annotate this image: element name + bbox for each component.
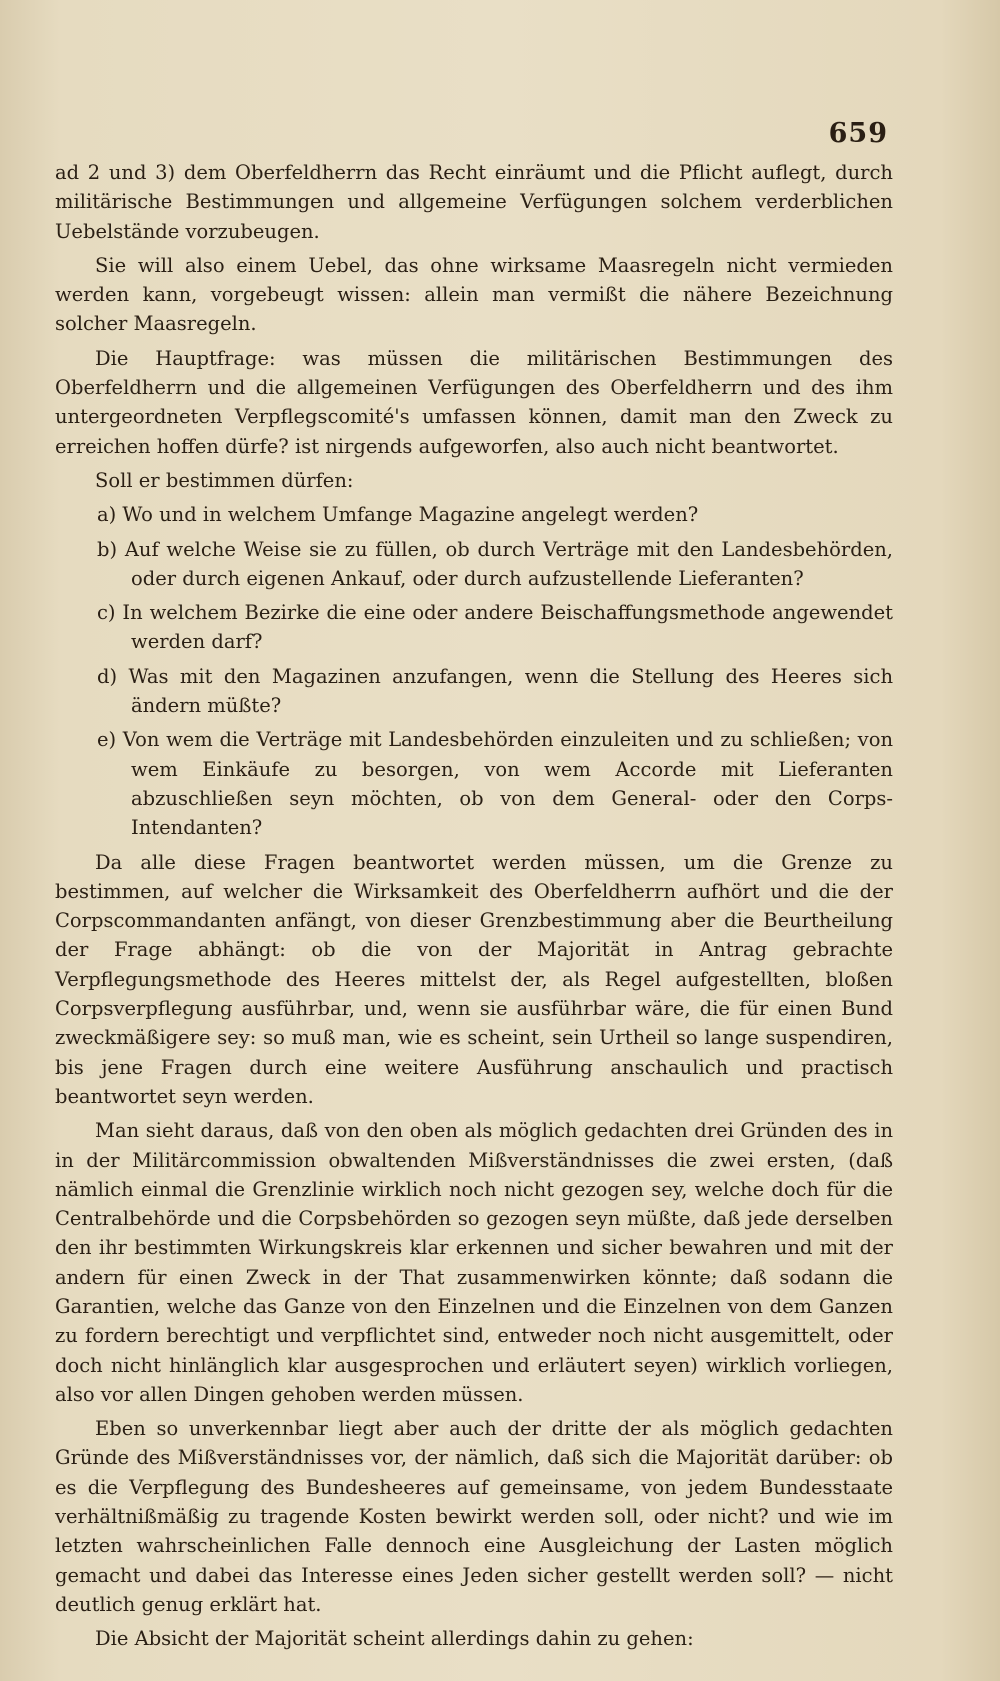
paragraph: Soll er bestimmen dürfen: [95,468,354,492]
list-item: b) Auf welche Weise sie zu füllen, ob durch Verträge mit den Landesbehörden, oder durch eigenen Ankauf, oder durch aufzustellende Lieferanten? [97,537,893,590]
list-item: d) Was mit den Magazinen anzufangen, wenn die Stellung des Heeres sich ändern müßte? [97,664,893,718]
paragraph: ad 2 und 3) dem Oberfeldherrn das Recht einräumt und die Pflicht auflegt, durch militärische Bestimmungen und allgemeine Verfügungen solchem verderblichen Uebelstände vorzubeugen. [55,161,893,243]
paragraph: Sie will also einem Uebel, das ohne wirksame Maasregeln nicht vermieden werden kann, vorgebeugt wissen: allein man vermißt die nähere Bezeichnung solcher Maasregeln. [55,253,893,336]
list-item: a) Wo und in welchem Umfange Magazine angelegt werden? [97,503,699,527]
paragraph: Eben so unverkennbar liegt aber auch der dritte der als möglich gedachten Gründe des Mißverständnisses vor, der nämlich, daß sich die Majorität darüber: ob es die Verpflegung des Bundesheeres auf gemeinsame, von jedem Bundesstaate verhältnißmäßig zu tragende Kosten bewirkt werden soll, oder nicht? und wie im letzten wahrscheinlichen Falle dennoch eine Ausgleichung der Lasten möglich gemacht und dabei das Interesse eines Jeden sicher gestellt werden soll? — nicht deutlich genug erklärt hat. [55,1417,893,1616]
paragraph: Da alle diese Fragen beantwortet werden müssen, um die Grenze zu bestimmen, auf welcher die Wirksamkeit des Oberfeldherrn aufhört und die der Corpscommandanten anfängt, von dieser Grenzbestimmung aber die Beurtheilung der Frage abhängt: ob die von der Majorität in Antrag gebrachte Verpflegungsmethode des Heeres mittelst der, als Regel aufgestellten, bloßen Corpsverpflegung ausführbar, und, wenn sie ausführbar wäre, die für einen Bund zweckmäßigere sey: so muß man, wie es scheint, sein Urtheil so lange suspendiren, bis jene Fragen durch eine weitere Ausführung anschaulich und practisch beantwortet seyn werden. [55,850,893,1108]
paragraph: Die Hauptfrage: was müssen die militärischen Bestimmungen des Oberfeldherrn und die allgemeinen Verfügungen des Oberfeldherrn und des ihm untergeordneten Verpflegscomité's umfassen können, damit man den Zweck zu erreichen hoffen dürfe? ist nirgends aufgeworfen, also auch nicht beantwortet. [55,346,893,458]
list-item: e) Von wem die Verträge mit Landesbehörden einzuleiten und zu schließen; von wem Einkäufe zu besorgen, von wem Accorde mit Lieferanten abzuschließen seyn möchten, ob von dem General- oder den Corps-Intendanten? [97,728,893,840]
paragraph: Die Absicht der Majorität scheint allerdings dahin zu gehen: [95,1627,694,1651]
list-item: c) In welchem Bezirke die eine oder andere Beischaffungsmethode angewendet werden darf? [97,601,893,654]
paragraph: Man sieht daraus, daß von den oben als möglich gedachten drei Gründen des in in der Militärcommission obwaltenden Mißverständnisses die zwei ersten, (daß nämlich einmal die Grenzlinie wirklich noch nicht gezogen sey, welche doch für die Centralbehörde und die Corpsbehörden so gezogen seyn müßte, daß jede derselben den ihr bestimmten Wirkungskreis klar erkennen und sicher bewahren und mit der andern für einen Zweck in der That zusammenwirken könnte; daß sodann die Garantien, welche das Ganze von den Einzelnen und die Einzelnen von dem Ganzen zu fordern berechtigt und verpflichtet sind, entweder noch nicht ausgemittelt, oder doch nicht hinlänglich klar ausgesprochen und erläutert seyen) wirklich vorliegen, also vor allen Dingen gehoben werden müssen. [55,1119,893,1406]
body-text [55,158,893,1659]
page-number: 659 [828,118,888,149]
